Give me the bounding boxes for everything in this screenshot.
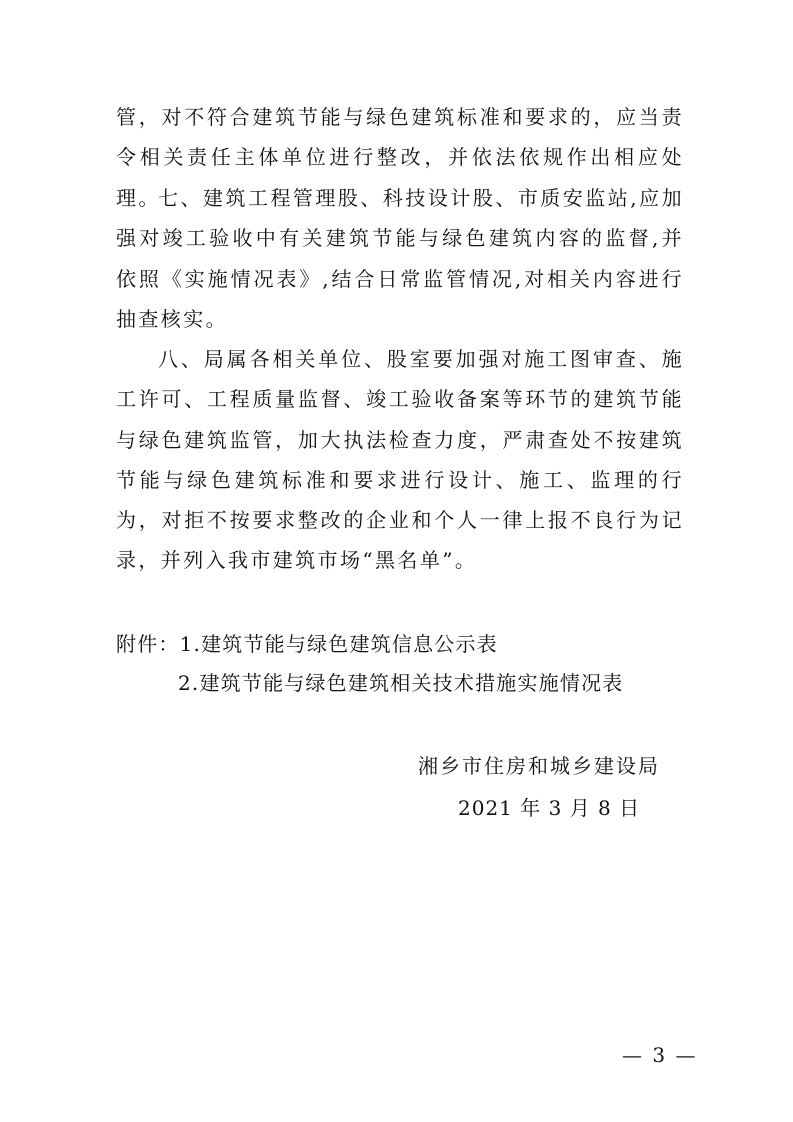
paragraph-continuation: 管，对不符合建筑节能与绿色建筑标准和要求的，应当责令相关责任主体单位进行整改，并依法依规作出相应处理。 bbox=[116, 105, 684, 210]
paragraph-item-seven: 七、建筑工程管理股、科技设计股、市质安监站,应加强对竣工验收中有关建筑节能与绿色建筑内容的监督,并依照《实施情况表》,结合日常监管情况,对相关内容进行抽查核实。 bbox=[116, 186, 684, 331]
signature-date: 2021 年 3 月 8 日 bbox=[458, 796, 641, 820]
page-number: — 3 — bbox=[622, 1043, 698, 1067]
attachment-line-2: 2.建筑节能与绿色建筑相关技术措施实施情况表 bbox=[178, 671, 624, 695]
attachment-line-1: 附件：1.建筑节能与绿色建筑信息公示表 bbox=[116, 632, 498, 656]
paragraph-item-eight: 八、局属各相关单位、股室要加强对施工图审查、施工许可、工程质量监督、竣工验收备案等环节的建筑节能与绿色建筑监管，加大执法检查力度，严肃查处不按建筑节能与绿色建筑标准和要求进行设计、施工、监理的行为，对拒不按要求整改的企业和个人一律上报不良行为记录，并列入我市建筑市场“黑名单”。 bbox=[116, 347, 684, 573]
signature-organization: 湘乡市住房和城乡建设局 bbox=[418, 754, 660, 778]
